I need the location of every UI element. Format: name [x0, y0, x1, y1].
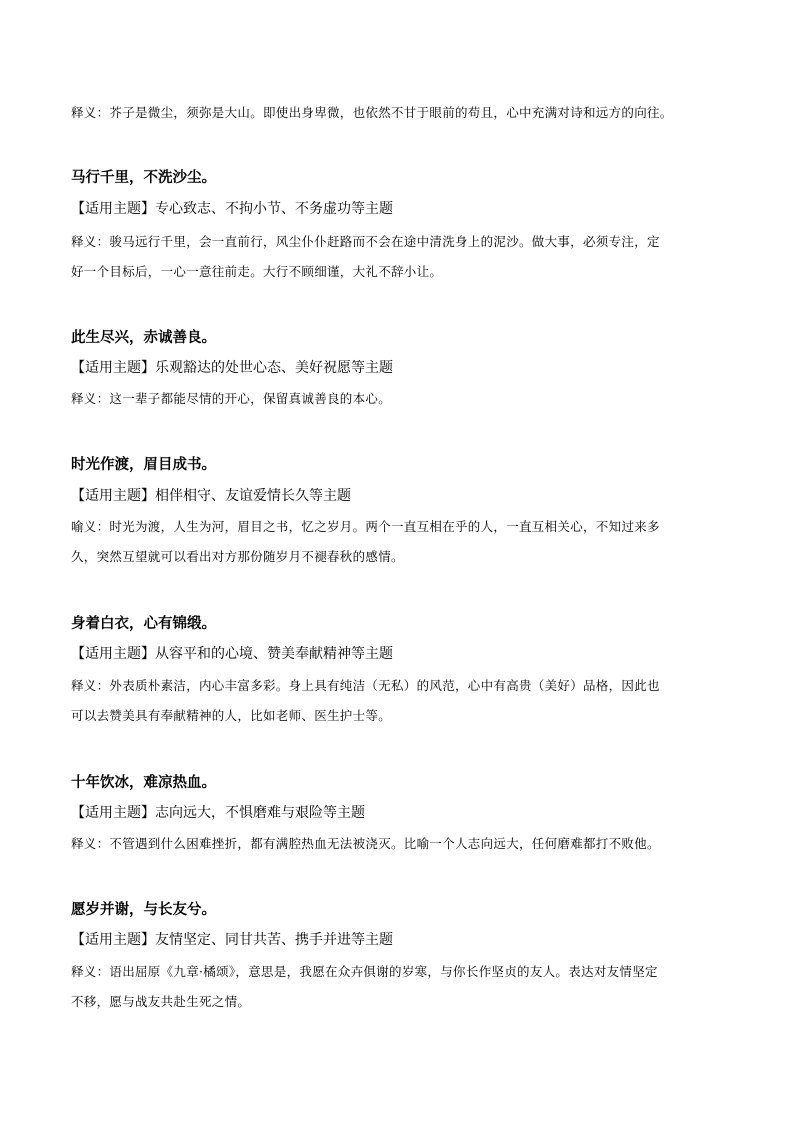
- entry-theme: 【适用主题】相伴相守、友谊爱情长久等主题: [71, 488, 351, 504]
- entry-title: 身着白衣，心有锦缎。: [71, 616, 216, 632]
- entry-theme: 【适用主题】专心致志、不拘小节、不务虚功等主题: [71, 201, 393, 217]
- entry-explanation-line: 释义：这一辈子都能尽情的开心，保留真诚善良的本心。: [71, 391, 392, 406]
- entry-explanation-line: 释义：外表质朴素洁，内心丰富多彩。身上具有纯洁（无私）的风范，心中有高贵（美好）品格，因此也: [71, 678, 660, 693]
- entry-theme: 【适用主题】志向远大，不惧磨难与艰险等主题: [71, 805, 365, 821]
- entry-title: 愿岁并谢，与长友兮。: [71, 902, 216, 918]
- entry-theme: 【适用主题】从容平和的心境、赞美奉献精神等主题: [71, 646, 393, 662]
- entry-explanation-line: 释义：骏马远行千里，会一直前行，风尘仆仆赶路而不会在途中清洗身上的泥沙。做大事，必须专注，定: [71, 234, 660, 249]
- entry-theme: 【适用主题】乐观豁达的处世心态、美好祝愿等主题: [71, 360, 393, 376]
- entry-theme: 【适用主题】友情坚定、同甘共苦、携手并进等主题: [71, 932, 393, 948]
- entry-explanation-line: 好一个目标后，一心一意往前走。大行不顾细谨，大礼不辞小让。: [71, 264, 443, 279]
- entry-title: 十年饮冰，难凉热血。: [71, 775, 216, 791]
- intro-explanation: 释义：芥子是微尘，须弥是大山。即使出身卑微，也依然不甘于眼前的苟且，心中充满对诗和远方的向往。: [71, 105, 673, 120]
- entry-title: 马行千里，不洗沙尘。: [71, 170, 216, 186]
- entry-explanation-line: 久，突然互望就可以看出对方那份随岁月不褪春秋的感情。: [71, 549, 404, 564]
- entry-explanation-line: 喻义：时光为渡，人生为河，眉目之书，忆之岁月。两个一直互相在乎的人，一直互相关心，不知过来多: [71, 519, 660, 534]
- entry-explanation-line: 释义：语出屈原《九章·橘颂》，意思是，我愿在众卉俱谢的岁寒，与你长作坚贞的友人。表达对友情坚定: [71, 964, 658, 979]
- entry-title: 此生尽兴，赤诚善良。: [71, 330, 216, 346]
- entry-explanation-line: 不移，愿与战友共赴生死之情。: [71, 994, 251, 1009]
- entry-explanation-line: 可以去赞美具有奉献精神的人，比如老师、医生护士等。: [71, 708, 392, 723]
- entry-title: 时光作渡，眉目成书。: [71, 457, 216, 473]
- entry-explanation-line: 释义：不管遇到什么困难挫折，都有满腔热血无法被浇灭。比喻一个人志向远大，任何磨难都打不败他。: [71, 836, 660, 851]
